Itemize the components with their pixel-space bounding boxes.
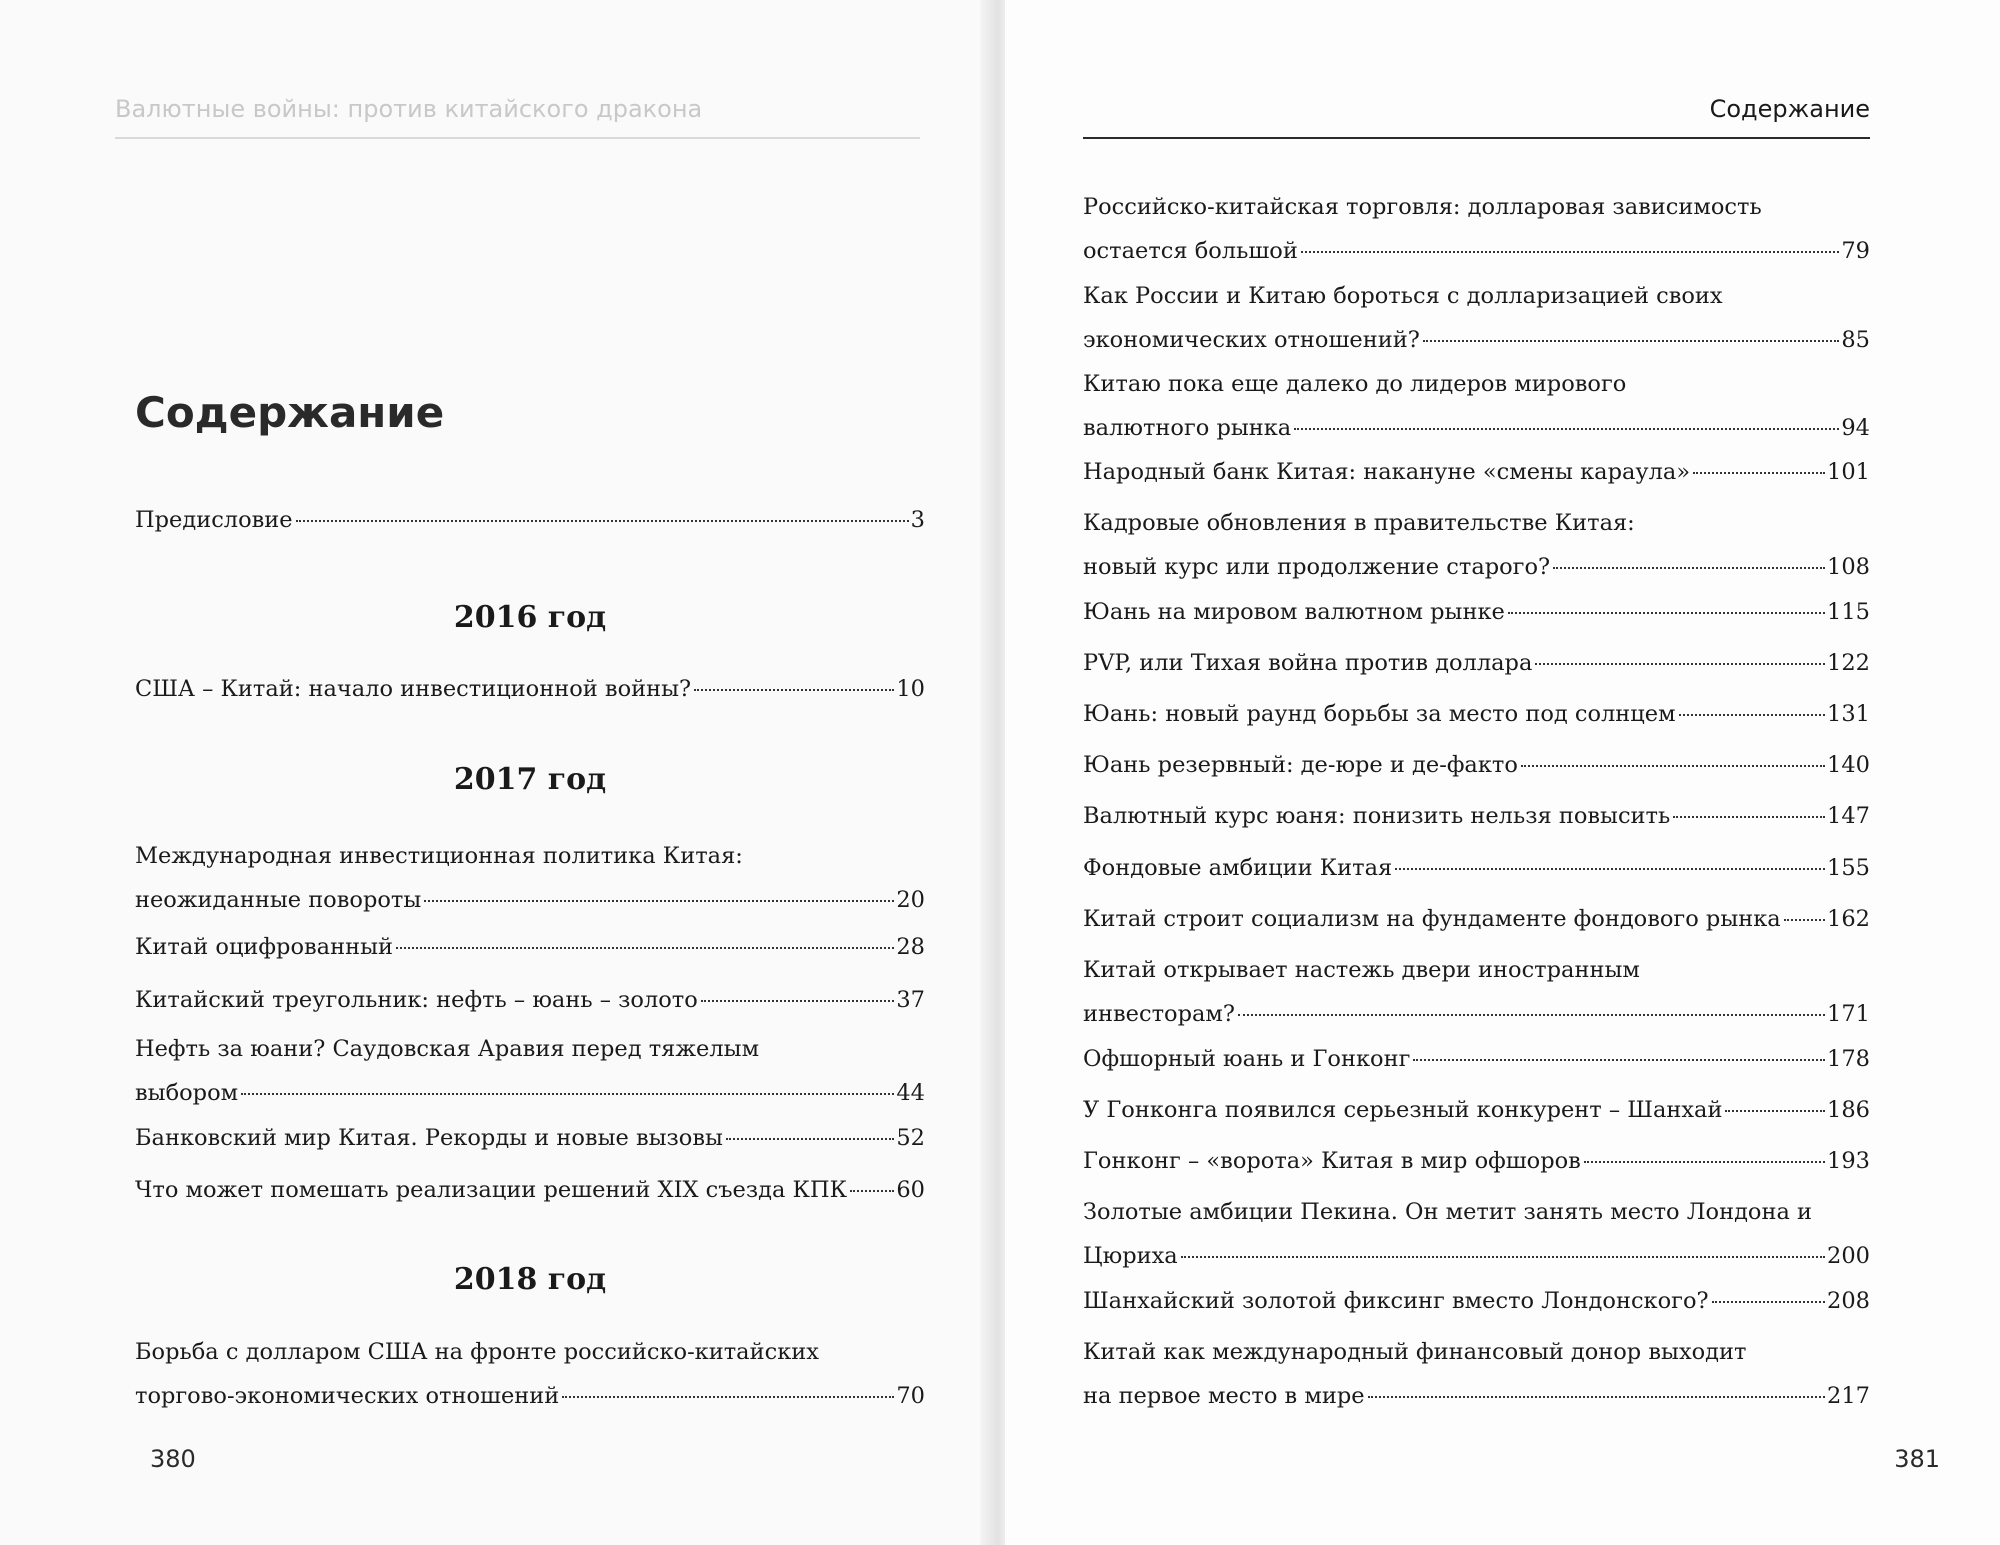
toc-entry-title: остается большой bbox=[1083, 238, 1298, 264]
left-page bbox=[0, 0, 990, 1545]
toc-entry-page: 162 bbox=[1827, 906, 1870, 932]
right-page bbox=[1005, 0, 2000, 1545]
toc-entry-page: 193 bbox=[1827, 1148, 1870, 1174]
toc-entry[interactable] bbox=[1083, 185, 1870, 273]
toc-entry-page: 37 bbox=[896, 987, 925, 1013]
year-heading: 2017 год bbox=[453, 762, 607, 797]
dot-leader bbox=[1395, 868, 1825, 870]
dot-leader bbox=[1368, 1396, 1825, 1398]
toc-entry-title: неожиданные повороты bbox=[135, 887, 422, 913]
toc-entry-title: Народный банк Китая: накануне «смены караула» bbox=[1083, 459, 1691, 485]
toc-entry-title-line: Российско-китайская торговля: долларовая зависимость bbox=[1083, 194, 1762, 220]
page-title: Содержание bbox=[135, 388, 445, 437]
dot-leader bbox=[694, 689, 894, 691]
toc-entry-title: Китай оцифрованный bbox=[135, 934, 393, 960]
toc-entry[interactable] bbox=[1083, 641, 1870, 685]
toc-entry-page: 200 bbox=[1827, 1243, 1870, 1269]
toc-entry-title: инвесторам? bbox=[1083, 1001, 1235, 1027]
toc-entry-page: 44 bbox=[896, 1080, 925, 1106]
toc-entry-page: 131 bbox=[1827, 701, 1870, 727]
toc-entry-title-line: Нефть за юани? Саудовская Аравия перед тяжелым bbox=[135, 1036, 760, 1062]
dot-leader bbox=[1784, 919, 1825, 921]
dot-leader bbox=[1413, 1059, 1825, 1061]
toc-entry-title: Юань резервный: де-юре и де-факто bbox=[1083, 752, 1518, 778]
toc-entry-title: Цюриха bbox=[1083, 1243, 1178, 1269]
toc-entry[interactable] bbox=[1083, 1088, 1870, 1132]
toc-entry[interactable] bbox=[135, 1027, 925, 1115]
toc-entry-page: 20 bbox=[896, 887, 925, 913]
toc-entry[interactable] bbox=[1083, 897, 1870, 941]
toc-entry-page: 94 bbox=[1841, 415, 1870, 441]
toc-entry[interactable] bbox=[1083, 501, 1870, 589]
toc-entry-title: США – Китай: начало инвестиционной войны? bbox=[135, 676, 692, 702]
dot-leader bbox=[1679, 714, 1825, 716]
toc-entry-title-line: Китай как международный финансовый донор выходит bbox=[1083, 1339, 1747, 1365]
dot-leader bbox=[1294, 428, 1839, 430]
toc-entry-page: 140 bbox=[1827, 752, 1870, 778]
toc-entry-title: Офшорный юань и Гонконг bbox=[1083, 1046, 1411, 1072]
toc-entry-page: 208 bbox=[1827, 1288, 1870, 1314]
toc-entry-page: 3 bbox=[910, 507, 925, 533]
toc-entry[interactable] bbox=[135, 498, 925, 542]
toc-entry-title: У Гонконга появился серьезный конкурент – Шанхай bbox=[1083, 1097, 1723, 1123]
toc-entry[interactable] bbox=[1083, 274, 1870, 362]
dot-leader bbox=[1535, 663, 1825, 665]
year-heading: 2016 год bbox=[453, 600, 607, 635]
toc-entry-title: на первое место в мире bbox=[1083, 1383, 1365, 1409]
dot-leader bbox=[1712, 1301, 1825, 1303]
toc-entry[interactable] bbox=[1083, 1037, 1870, 1081]
toc-entry[interactable] bbox=[1083, 948, 1870, 1036]
toc-entry[interactable] bbox=[1083, 1279, 1870, 1323]
toc-entry-page: 85 bbox=[1841, 327, 1870, 353]
toc-entry-page: 171 bbox=[1827, 1001, 1870, 1027]
toc-entry-page: 115 bbox=[1827, 599, 1870, 625]
left-running-head: Валютные войны: против китайского дракона bbox=[115, 95, 703, 123]
toc-entry-page: 186 bbox=[1827, 1097, 1870, 1123]
toc-entry-title-line: Китай открывает настежь двери иностранным bbox=[1083, 957, 1640, 983]
toc-entry[interactable] bbox=[1083, 1330, 1870, 1418]
toc-entry-title-line: Борьба с долларом США на фронте российско-китайских bbox=[135, 1339, 819, 1365]
dot-leader bbox=[1238, 1014, 1825, 1016]
toc-entry-page: 79 bbox=[1841, 238, 1870, 264]
dot-leader bbox=[241, 1093, 894, 1095]
toc-entry-page: 147 bbox=[1827, 803, 1870, 829]
toc-entry[interactable] bbox=[1083, 1139, 1870, 1183]
toc-entry-title: экономических отношений? bbox=[1083, 327, 1420, 353]
dot-leader bbox=[1181, 1256, 1825, 1258]
toc-entry-title: валютного рынка bbox=[1083, 415, 1292, 441]
toc-entry-title: торгово-экономических отношений bbox=[135, 1383, 560, 1409]
toc-entry-title-line: Международная инвестиционная политика Китая: bbox=[135, 843, 743, 869]
left-head-rule bbox=[115, 137, 920, 139]
toc-entry[interactable] bbox=[135, 1168, 925, 1212]
toc-entry-page: 217 bbox=[1827, 1383, 1870, 1409]
toc-entry-page: 122 bbox=[1827, 650, 1870, 676]
toc-entry-title: PVP, или Тихая война против доллара bbox=[1083, 650, 1533, 676]
toc-entry-page: 60 bbox=[896, 1177, 925, 1203]
toc-entry[interactable] bbox=[1083, 590, 1870, 634]
toc-entry-title: Юань: новый раунд борьбы за место под солнцем bbox=[1083, 701, 1676, 727]
toc-entry-title: Банковский мир Китая. Рекорды и новые вызовы bbox=[135, 1125, 723, 1151]
dot-leader bbox=[1301, 251, 1840, 253]
dot-leader bbox=[1693, 472, 1825, 474]
toc-entry[interactable] bbox=[1083, 846, 1870, 890]
page-number-left: 380 bbox=[150, 1445, 196, 1473]
dot-leader bbox=[424, 900, 894, 902]
dot-leader bbox=[701, 1000, 895, 1002]
dot-leader bbox=[1584, 1161, 1825, 1163]
toc-entry-title: Китайский треугольник: нефть – юань – золото bbox=[135, 987, 698, 1013]
toc-entry-page: 101 bbox=[1827, 459, 1870, 485]
dot-leader bbox=[850, 1190, 894, 1192]
toc-entry-title: Валютный курс юаня: понизить нельзя повысить bbox=[1083, 803, 1671, 829]
toc-entry-page: 28 bbox=[896, 934, 925, 960]
toc-entry[interactable] bbox=[135, 925, 925, 969]
toc-entry-page: 52 bbox=[896, 1125, 925, 1151]
toc-entry-page: 10 bbox=[896, 676, 925, 702]
toc-entry[interactable] bbox=[135, 978, 925, 1022]
dot-leader bbox=[1423, 340, 1840, 342]
toc-entry[interactable] bbox=[135, 834, 925, 922]
dot-leader bbox=[562, 1396, 894, 1398]
toc-entry[interactable] bbox=[135, 1330, 925, 1418]
toc-entry-title-line: Китаю пока еще далеко до лидеров мирового bbox=[1083, 371, 1627, 397]
toc-entry[interactable] bbox=[1083, 1190, 1870, 1278]
toc-entry-title: новый курс или продолжение старого? bbox=[1083, 554, 1551, 580]
dot-leader bbox=[726, 1138, 894, 1140]
toc-entry[interactable] bbox=[1083, 743, 1870, 787]
toc-entry-title: Фондовые амбиции Китая bbox=[1083, 855, 1393, 881]
toc-entry-page: 108 bbox=[1827, 554, 1870, 580]
toc-entry-title: Юань на мировом валютном рынке bbox=[1083, 599, 1505, 625]
toc-entry-page: 155 bbox=[1827, 855, 1870, 881]
toc-entry-title: Гонконг – «ворота» Китая в мир офшоров bbox=[1083, 1148, 1581, 1174]
toc-entry-title-line: Золотые амбиции Пекина. Он метит занять место Лондона и bbox=[1083, 1199, 1813, 1225]
toc-entry[interactable] bbox=[1083, 692, 1870, 736]
toc-entry-title: Китай строит социализм на фундаменте фондового рынка bbox=[1083, 906, 1781, 932]
toc-entry[interactable] bbox=[135, 1116, 925, 1160]
toc-entry-page: 178 bbox=[1827, 1046, 1870, 1072]
dot-leader bbox=[396, 947, 894, 949]
toc-entry[interactable] bbox=[135, 667, 925, 711]
toc-entry-page: 70 bbox=[896, 1383, 925, 1409]
dot-leader bbox=[1521, 765, 1825, 767]
toc-entry[interactable] bbox=[1083, 450, 1870, 494]
toc-entry[interactable] bbox=[1083, 362, 1870, 450]
dot-leader bbox=[1508, 612, 1825, 614]
dot-leader bbox=[1553, 567, 1825, 569]
dot-leader bbox=[1725, 1110, 1825, 1112]
toc-entry-title: Что может помешать реализации решений XIX съезда КПК bbox=[135, 1177, 848, 1203]
toc-entry[interactable] bbox=[1083, 794, 1870, 838]
toc-entry-title: Шанхайский золотой фиксинг вместо Лондонского? bbox=[1083, 1288, 1709, 1314]
dot-leader bbox=[1673, 816, 1825, 818]
right-running-head: Содержание bbox=[1709, 95, 1870, 123]
year-heading: 2018 год bbox=[453, 1262, 607, 1297]
right-head-rule bbox=[1083, 137, 1870, 139]
page-number-right: 381 bbox=[1894, 1445, 1940, 1473]
toc-entry-title-line: Как России и Китаю бороться с долларизацией своих bbox=[1083, 283, 1723, 309]
toc-entry-title: Предисловие bbox=[135, 507, 293, 533]
dot-leader bbox=[296, 520, 909, 522]
toc-entry-title-line: Кадровые обновления в правительстве Китая: bbox=[1083, 510, 1635, 536]
toc-entry-title: выбором bbox=[135, 1080, 239, 1106]
